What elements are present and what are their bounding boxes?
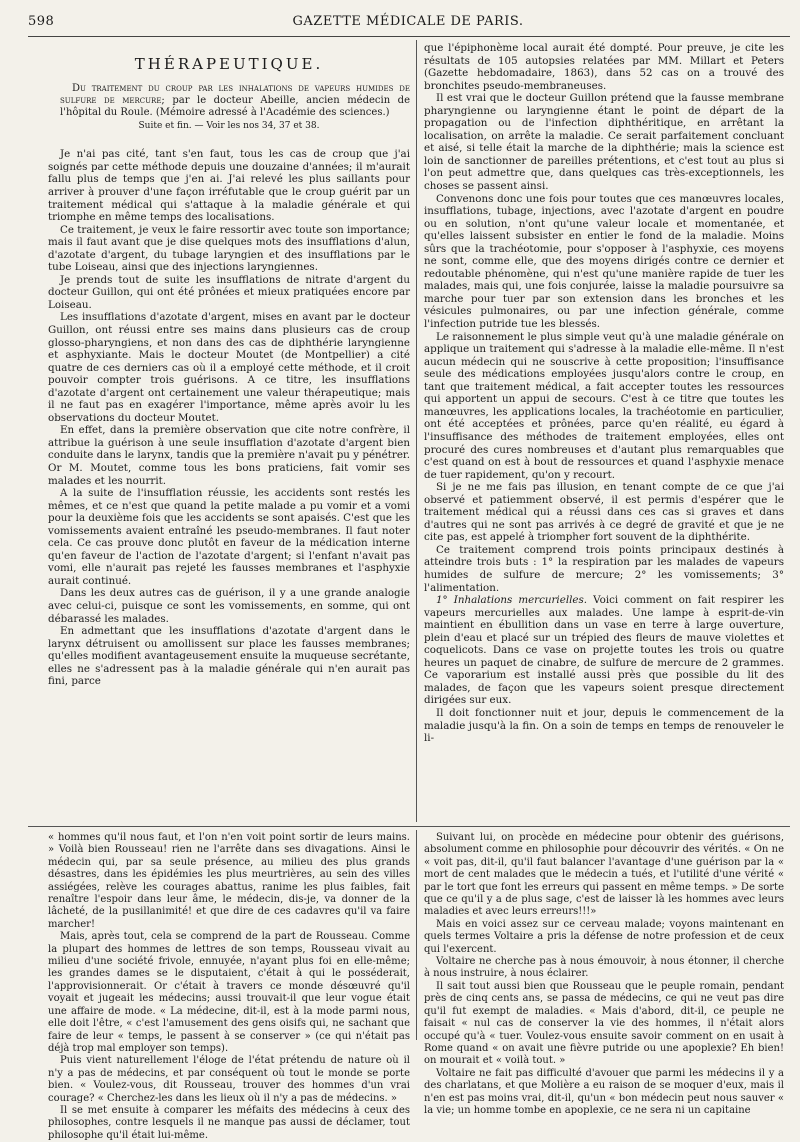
article-title	[48, 83, 410, 120]
page-header	[28, 12, 788, 34]
paragraph: Il se met ensuite à comparer les méfaits des médecins à ceux des philosophes, contre lesquels il ne manque pas aussi de déclamer, tout philosophe qu'il était lui-même.	[48, 1104, 410, 1141]
inhalations-text: Voici comment on fait respirer les vapeurs mercurielles aux malades. Une lampe à esprit-de-vin maintient en ébullition dans un vase en terre à large ouverture, plein d'eau et placé sur un trépied des fleurs de mauve violettes et coquelicots. Dans ce vase on projette toutes les trois ou quatre heures un paquet de cinabre, de sulfure de mercure de 2 grammes. Ce vaporarium est installé aussi près que possible du lit des malades, de façon que les vapeurs soient presque directement dirigées sur eux.	[424, 594, 785, 707]
inhalations-paragraph	[424, 594, 784, 707]
paragraph: Si je ne me fais pas illusion, en tenant compte de ce que j'ai observé et patiemment observé, il est permis d'espérer que le traitement médical qui a réussi dans ces cas si graves et dans d'autres qui ne sont pas arrivés à ce degré de gravité et que je ne cite pas, est appelé à triompher fort souvent de la diphthérite.	[424, 481, 784, 544]
paragraph: Dans les deux autres cas de guérison, il y a une grande analogie avec celui-ci, puisque ce sont les vomissements, en somme, qui ont débarassé les malades.	[48, 587, 410, 625]
column-divider	[416, 40, 417, 822]
paragraph: A la suite de l'insufflation réussie, les accidents sont restés les mêmes, et ce n'est que quand la petite malade a pu vomir et a vomi pour la deuxième fois que les accidents se sont apaisés. C'est que les vomissements avaient entraîné les pseudo-membranes. Il faut noter cela. Ce cas prouve donc plutôt en faveur de la médication interne qu'en faveur de l'action de l'azotate d'argent; si l'enfant n'avait pas vomi, elle n'aurait pas rejeté les fausses membranes et l'asphyxie aurait continué.	[48, 487, 410, 587]
feuilleton-divider	[28, 826, 790, 827]
paragraph: Il doit fonctionner nuit et jour, depuis le commencement de la maladie jusqu'à la fin. On a soin de temps en temps de renouveler le li-	[424, 706, 784, 745]
paragraph: En effet, dans la première observation que cite notre confrère, il attribue la guérison à une seule insufflation d'azotate d'argent bien conduite dans le larynx, tandis que la première n'avait pu y pénétrer. Or M. Moutet, comme tous les bons praticiens, fait vomir ses malades et les nourrit.	[48, 424, 410, 487]
feuilleton-right	[424, 832, 784, 1116]
column-top-right	[424, 42, 784, 822]
feuilleton-left	[48, 832, 410, 1141]
paragraph: Il sait tout aussi bien que Rousseau que le peuple romain, pendant près de cinq cents ans, se passa de médecins, ce qui ne veut pas dire qu'il fut exempt de maladies. « Mais d'abord, dit-il, ce peuple ne faisait « nul cas de conserver la vie des hommes, il n'était alors occupé qu'à « tuer. Voulez-vous ensuite savoir comment on en usait à Rome quand « on avait une fièvre putride ou une apoplexie? Eh bien! on mourait et « voilà tout. »	[424, 980, 784, 1067]
paragraph: Suivant lui, on procède en médecine pour obtenir des guérisons, absolument comme en philosophie pour découvrir des vérités. « On ne « voit pas, dit-il, qu'il faut balancer l'avantage d'une guérison par la « mort de cent malades que le médecin a tués, et l'utilité d'une vérité « par le tort que font les erreurs qui passent en même temps. » De sorte que ce qu'il y a de plus sage, c'est de laisser là les hommes avec leurs maladies et avec leurs erreurs!!!»	[424, 832, 784, 918]
page-number: 598	[28, 14, 55, 29]
paragraph: Le raisonnement le plus simple veut qu'à une maladie générale on applique un traitement qui s'adresse à la maladie elle-même. Il n'est aucun médecin qui ne souscrive à cette proposition; l'insuffisance seule des médications employées jusqu'alors contre le croup, en tant que traitement médical, a fait accepter toutes les ressources qui apportent un appui de secours. C'est à ce titre que toutes les manœuvres, les applications locales, la trachéotomie en particulier, ont été acceptées et prônées, parce qu'en réalité, eu égard à l'insuffisance des méthodes de traitement employées, elles ont procuré des cures nombreuses et d'autant plus remarquables que c'est quand on est à bout de ressources et quand l'asphyxie menace de tuer rapidement, qu'on y recourt.	[424, 330, 784, 481]
paragraph: Ce traitement comprend trois points principaux destinés à atteindre trois buts : 1° la respiration par les malades de vapeurs humides de sulfure de mercure; 2° les vomissements; 3° l'alimentation.	[424, 543, 784, 594]
paragraph: Mais en voici assez sur ce cerveau malade; voyons maintenant en quels termes Voltaire a pris la défense de notre profession et de ceux qui l'exercent.	[424, 918, 784, 955]
paragraph: Voltaire ne fait pas difficulté d'avouer que parmi les médecins il y a des charlatans, et que Molière a eu raison de se moquer d'eux, mais il n'en est pas moins vrai, dit-il, qu'un « bon médecin peut nous sauver « la vie; un homme tombe en apoplexie, ce ne sera ni un capitaine	[424, 1067, 784, 1116]
feuilleton-column-divider	[416, 830, 417, 1040]
column-top-left	[48, 42, 410, 822]
paragraph: Ce traitement, je veux le faire ressortir avec toute son importance; mais il faut avant que je dise quelques mots des insufflations d'alun, d'azotate d'argent, du tubage laryngien et des insufflations par le tube Loiseau, ainsi que des injections laryngiennes.	[48, 223, 410, 274]
inhalations-label: 1° Inhalations mercurielles.	[436, 594, 588, 607]
paragraph: Je n'ai pas cité, tant s'en faut, tous les cas de croup que j'ai soignés par cette méthode depuis une douzaine d'années; il m'aurait fallu plus de temps que j'en ai. J'ai relevé les plus saillants pour arriver à prouver d'une façon irréfutable que le croup guérit par un traitement médical qui s'attaque à la maladie générale et qui triomphe en même temps des localisations.	[48, 148, 410, 224]
paragraph: Mais, après tout, cela se comprend de la part de Rousseau. Comme la plupart des hommes de lettres de son temps, Rousseau vivait au milieu d'une société frivole, ennuyée, n'ayant plus foi en elle-même; les grandes dames se le disputaient, c'était à qui le posséderait, l'approvisionnerait. Or c'était à travers ce monde désœuvré qu'il voyait et jugeait les médecins; aussi trouvait-il que leur vogue était une affaire de mode. « La médecine, dit-il, est à la mode parmi nous, elle doit l'être, « c'est l'amusement des gens oisifs qui, ne sachant que faire de leur « temps, le passent à se conserver » (ce qui n'était pas déjà trop mal employer son temps).	[48, 931, 410, 1054]
paragraph: Je prends tout de suite les insufflations de nitrate d'argent du docteur Guillon, qui ont été prônées et mieux pratiquées encore par Loiseau.	[48, 273, 410, 311]
paragraph: Les insufflations d'azotate d'argent, mises en avant par le docteur Guillon, ont réussi entre ses mains dans plusieurs cas de croup glosso-pharyngiens, et non dans des cas de diphthérie laryngienne et asphyxiante. Mais le docteur Moutet (de Montpellier) a cité quatre de ces derniers cas où il a employé cette méthode, et il croit pouvoir compter trois guérisons. A ce titre, les insufflations d'azotate d'argent ont certainement une valeur thérapeutique; mais il ne faut pas en exagérer l'importance, même après avoir lu les observations du docteur Moutet.	[48, 311, 410, 424]
header-rule	[28, 36, 790, 37]
paragraph: Voltaire ne cherche pas à nous émouvoir, à nous étonner, il cherche à nous instruire, à nous éclairer.	[424, 956, 784, 980]
paragraph: Il est vrai que le docteur Guillon prétend que la fausse membrane pharyngienne ou laryngienne étant le point de départ de la propagation ou de l'infection diphthéritique, en arrêtant la localisation, on arrête la maladie. Ce serait parfaitement concluant et aisé, si telle était la marche de la diphthérie; mais la science est loin de sanctionner de pareilles prétentions, et c'est tout au plus si l'on peut admettre que, dans quelques cas très-exceptionnels, les choses se passent ainsi.	[424, 92, 784, 193]
paragraph: Convenons donc une fois pour toutes que ces manœuvres locales, insufflations, tubage, injections, avec l'azotate d'argent en poudre ou en solution, n'ont qu'une valeur locale et momentanée, et qu'elles laissent subsister en entier le fond de la maladie. Moins sûrs que la trachéotomie, pour s'opposer à l'asphyxie, ces moyens ne sont, comme elle, que des moyens dirigés contre ce dernier et redoutable phénomène, qui n'est qu'une manière rapide de tuer les malades, mais qui, une fois conjurée, laisse la maladie poursuivre sa marche pour tuer par son extension dans les bronches et les vésicules pulmonaires, ou par une infection générale, comme l'infection putride tue les blessés.	[424, 192, 784, 331]
continuation-note: Suite et fin. — Voir les nos 34, 37 et 38.	[138, 120, 320, 131]
article-title-lead: Du traitement du croup par les inhalations de vapeurs humides de sulfure de mercure;	[60, 82, 410, 106]
journal-title: GAZETTE MÉDICALE DE PARIS.	[292, 14, 524, 29]
section-title: THÉRAPEUTIQUE.	[134, 55, 324, 73]
article-title-rest: par le docteur Abeille, ancien médecin de l'hôpital du Roule. (Mémoire adressé à l'Académie des sciences.)	[60, 94, 410, 119]
paragraph: « hommes qu'il nous faut, et l'on n'en voit point sortir de leurs mains. » Voilà bien Rousseau! rien ne l'arrête dans ses divagations. Ainsi le médecin qui, par sa seule présence, au milieu des plus grands désastres, dans les épidémies les plus meurtrières, au sein des villes assiégées, relève les courages abattus, ranime les plus faibles, fait renaître l'espoir dans leur âme, le médecin, dis-je, va donner de la lâcheté, de la pusillanimité! et que dire de ces cadavres qu'il va faire marcher!	[48, 832, 410, 930]
paragraph: Puis vient naturellement l'éloge de l'état prétendu de nature où il n'y a pas de médecins, et par conséquent où tout le monde se porte bien. « Voulez-vous, dit Rousseau, trouver des hommes d'un vrai courage? « Cherchez-les dans les lieux où il n'y a pas de médecins. »	[48, 1055, 410, 1104]
paragraph: En admettant que les insufflations d'azotate d'argent dans le larynx détruisent ou amollissent sur place les fausses membranes; qu'elles modifient avantageusement ensuite la muqueuse secrétante, elles ne s'adressent pas à la maladie générale qui n'en aurait pas fini, parce	[48, 625, 410, 688]
paragraph: que l'épiphonème local aurait été dompté. Pour preuve, je cite les résultats de 105 autopsies relatées par MM. Millart et Peters (Gazette hebdomadaire, 1863), dans 52 cas on a trouvé des bronchites pseudo-membraneuses.	[424, 42, 784, 92]
